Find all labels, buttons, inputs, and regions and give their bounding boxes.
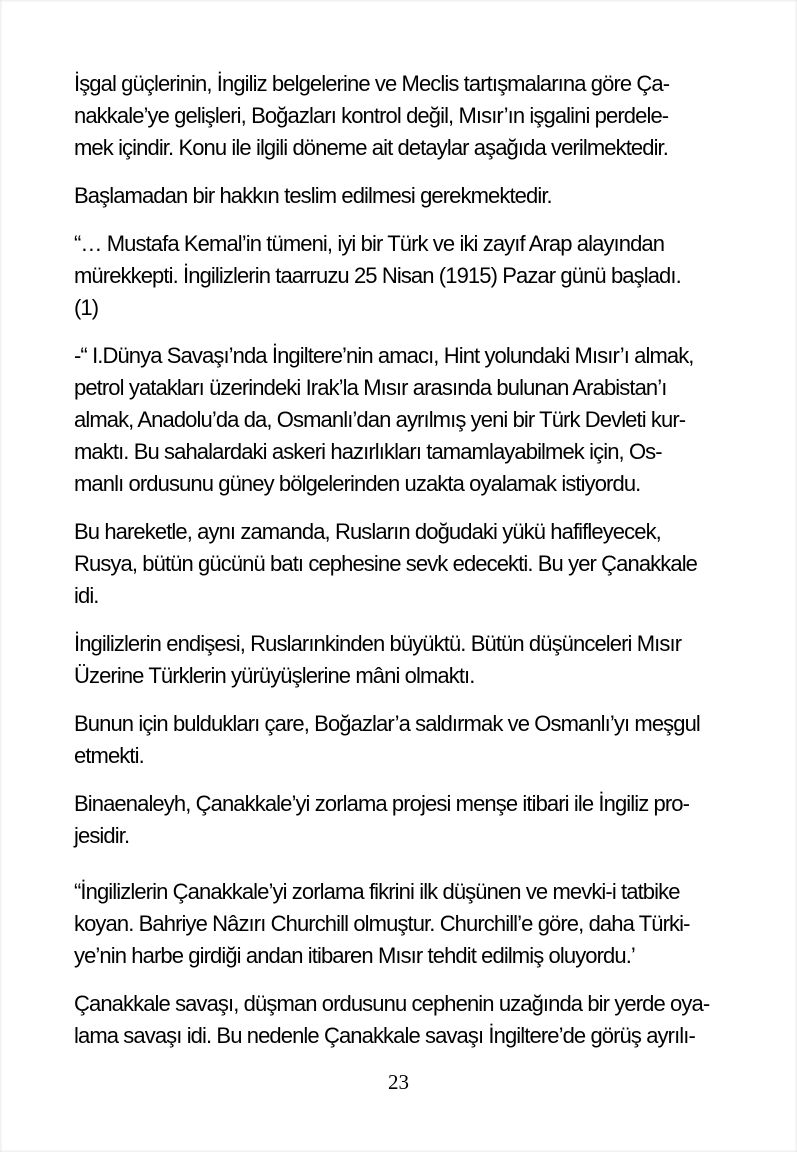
text-line: “İngilizlerin Çanakkale’yi zorlama fikrini ilk düşünen ve mevki-i tatbike [74, 879, 680, 904]
page-number: 23 [388, 1070, 409, 1094]
text-line: nakkale’ye gelişleri, Boğazları kontrol değil, Mısır’ın işgalini perdele- [74, 103, 669, 128]
text-line: mek içindir. Konu ile ilgili döneme ait detaylar aşağıda verilmektedir. [74, 135, 668, 160]
paragraph [74, 516, 754, 612]
text-line: -“ I.Dünya Savaşı’nda İngiltere’nin amacı, Hint yolundaki Mısır’ı almak, [74, 343, 694, 368]
paragraph [74, 68, 754, 164]
text-line: Bu hareketle, aynı zamanda, Rusların doğudaki yükü hafifleyecek, [74, 519, 661, 544]
paragraph [74, 228, 754, 324]
text-line: Başlamadan bir hakkın teslim edilmesi gerekmektedir. [74, 183, 552, 208]
text-line: mürekkepti. İngilizlerin taarruzu 25 Nisan (1915) Pazar günü başladı. [74, 263, 681, 288]
text-line: “… Mustafa Kemal’in tümeni, iyi bir Türk ve iki zayıf Arap alayından [74, 231, 665, 256]
paragraph [74, 876, 754, 972]
text-line: etmekti. [74, 743, 144, 768]
text-line: İşgal güçlerinin, İngiliz belgelerine ve Meclis tartışmalarına göre Ça- [74, 71, 670, 96]
paragraph [74, 988, 754, 1052]
text-line: maktı. Bu sahalardaki askeri hazırlıkları tamamlayabilmek için, Os- [74, 439, 662, 464]
text-line: İngilizlerin endişesi, Ruslarınkinden büyüktü. Bütün düşünceleri Mısır [74, 631, 682, 656]
paragraph [74, 180, 754, 212]
text-line: petrol yatakları üzerindeki Irak’la Mısır arasında bulunan Arabistan’ı [74, 375, 667, 400]
body-text [74, 68, 754, 1068]
text-line: ye’nin harbe girdiği andan itibaren Mısır tehdit edilmiş oluyordu.’ [74, 943, 635, 968]
text-line: Bunun için buldukları çare, Boğazlar’a saldırmak ve Osmanlı’yı meşgul [74, 711, 700, 736]
text-line: Çanakkale savaşı, düşman ordusunu cephenin uzağında bir yerde oya- [74, 991, 710, 1016]
text-line: (1) [74, 295, 99, 320]
paragraph [74, 628, 754, 692]
text-line: almak, Anadolu’da da, Osmanlı’dan ayrılmış yeni bir Türk Devleti kur- [74, 407, 686, 432]
text-line: Üzerine Türklerin yürüyüşlerine mâni olmaktı. [74, 663, 475, 688]
text-line: idi. [74, 583, 99, 608]
text-line: Rusya, bütün gücünü batı cephesine sevk edecekti. Bu yer Çanakkale [74, 551, 698, 576]
paragraph [74, 788, 754, 852]
paragraph [74, 340, 754, 500]
text-line: jesidir. [74, 823, 130, 848]
text-line: manlı ordusunu güney bölgelerinden uzakta oyalamak istiyordu. [74, 471, 641, 496]
text-line: koyan. Bahriye Nâzırı Churchill olmuştur. Churchill’e göre, daha Türki- [74, 911, 690, 936]
paragraph [74, 708, 754, 772]
text-line: lama savaşı idi. Bu nedenle Çanakkale savaşı İngiltere’de görüş ayrılı- [74, 1023, 695, 1048]
text-line: Binaenaleyh, Çanakkale’yi zorlama projesi menşe itibari ile İngiliz pro- [74, 791, 690, 816]
